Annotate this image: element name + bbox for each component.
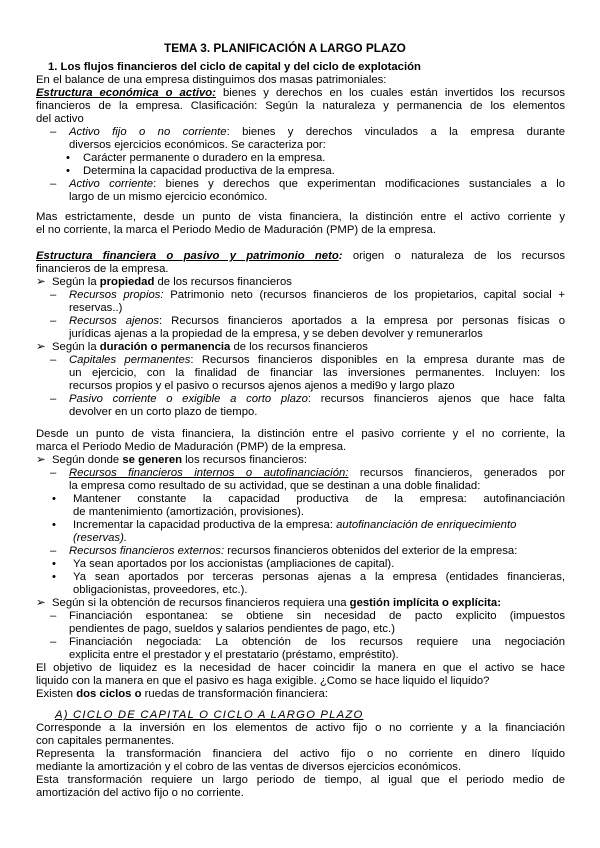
ciclo-capital-p3-line-1: Esta transformación requiere un largo periodo de tiempo, al igual que el periodo medio de — [36, 774, 565, 786]
bullet-marker: • — [52, 493, 56, 505]
negociada-line-2: explicita entre el prestador y el prestatario (préstamo, empréstito). — [69, 649, 399, 661]
dash-marker: – — [50, 636, 57, 648]
eco-line-1: Estructura económica o activo: bienes y derechos en los cuales están invertidos los recursos — [36, 87, 566, 99]
bullet-marker: • — [66, 165, 70, 177]
ciclo-capital-p1-line-1: Corresponde a la inversión en los elementos de activo fijo o no corriente y a la financiación — [36, 722, 565, 734]
capitales-permanentes-line-1: Capitales permanentes: Recursos financieros disponibles en la empresa durante mas de — [69, 354, 565, 366]
negociada-line-1: Financiación negociada: La obtención de los recursos requiere una negociación — [69, 636, 565, 648]
section-a-heading: A) CICLO DE CAPITAL O CICLO A LARGO PLAZO — [55, 709, 364, 721]
propiedad-line: Según la propiedad de los recursos financieros — [52, 276, 292, 288]
dash-marker: – — [50, 289, 57, 301]
caracteristica-1: Carácter permanente o duradero en la empresa. — [83, 152, 326, 164]
recursos-ajenos-line-1: Recursos ajenos: Recursos financieros aportados a la empresa por personas físicas o — [69, 315, 565, 327]
pmp1-line-1: Mas estrictamente, desde un punto de vista financiera, la distinción entre el activo corriente y — [36, 211, 565, 223]
recursos-propios-line-1: Recursos propios: Patrimonio neto (recursos financieros de los propietarios, capital social + — [69, 289, 566, 301]
generen-line: Según donde se generen los recursos financieros: — [52, 454, 307, 466]
recursos-ajenos-line-2: jurídicas ajenas a la propiedad de la empresa, y se deben devolver y remunerarlos — [69, 328, 483, 340]
fin-line-1: Estructura financiera o pasivo y patrimonio neto: origen o naturaleza de los recursos — [36, 250, 565, 262]
mantener-line-2: de mantenimiento (amortización, provisiones). — [73, 506, 305, 518]
fin-line-2: financieros de la empresa. — [36, 263, 169, 275]
ciclo-capital-p1-line-2: con capitales permanentes. — [36, 735, 175, 747]
intro-text: En el balance de una empresa distinguimos dos masas patrimoniales: — [36, 74, 387, 86]
dash-marker: – — [50, 393, 57, 405]
activo-fijo-line-2: diversos ejercicios económicos. Se caracteriza por: — [69, 139, 326, 151]
dash-marker: – — [50, 610, 57, 622]
pasivo-corriente-line-2: devolver en un corto plazo de tiempo. — [69, 406, 258, 418]
activo-fijo-line-1: Activo fijo o no corriente: bienes y derechos vinculados a la empresa durante — [69, 126, 565, 138]
page-title: TEMA 3. PLANIFICACIÓN A LARGO PLAZO — [164, 41, 406, 55]
bullet-marker: • — [66, 152, 70, 164]
capitales-permanentes-line-2: un ejercicio, con la finalidad de financiar las inversiones permanentes. Incluyen: los — [69, 367, 565, 379]
pasivo-corriente-line-1: Pasivo corriente o exigible a corto plazo: recursos financieros ajenos que hace falta — [69, 393, 565, 405]
accionistas-line: Ya sean aportados por los accionistas (ampliaciones de capital). — [73, 558, 395, 570]
incrementar-line-1: Incrementar la capacidad productiva de la empresa: autofinanciación de enriquecimiento — [73, 519, 517, 531]
externos-line: Recursos financieros externos: recursos financieros obtenidos del exterior de la empresa: — [69, 545, 518, 557]
ciclos-line: Existen dos ciclos o ruedas de transformación financiera: — [36, 688, 328, 700]
liquidez-line-1: El objetivo de liquidez es la necesidad de hacer coincidir la manera en que el activo se hace — [36, 662, 565, 674]
caracteristica-2: Determina la capacidad productiva de la empresa. — [83, 165, 335, 177]
dash-marker: – — [50, 126, 57, 138]
recursos-propios-line-2: reservas..) — [69, 302, 123, 314]
mantener-line-1: Mantener constante la capacidad productiva de la empresa: autofinanciación — [73, 493, 565, 505]
ciclo-capital-p2-line-2: mediante la amortización y el cobro de las ventas de diversos ejercicios económicos. — [36, 761, 462, 773]
pmp2-line-2: marca el Periodo Medio de Maduración (PMP) de la empresa. — [36, 441, 347, 453]
eco-line-3: del activo — [36, 113, 84, 125]
bullet-marker: • — [52, 519, 56, 531]
capitales-permanentes-line-3: recursos propios y el pasivo o recursos ajenos ajenos a medi9o y largo plazo — [69, 380, 455, 392]
incrementar-line-2: (reservas). — [73, 532, 127, 544]
fin-term: Estructura financiera o pasivo y patrimonio neto — [36, 250, 339, 262]
eco-term: Estructura económica o activo: — [36, 87, 216, 99]
liquidez-line-2: liquido con la manera en que el pasivo es haga exigible. ¿Como se hace liquido el liquido? — [36, 675, 490, 687]
dash-marker: – — [50, 354, 57, 366]
terceras-line-2: obligacionistas, proveedores, etc.). — [73, 584, 248, 596]
internos-line-2: la empresa como resultado de su actividad, que se destinan a una doble finalidad: — [69, 480, 481, 492]
activo-corriente-line-1: Activo corriente: bienes y derechos que experimentan modificaciones sustanciales a lo — [69, 178, 565, 190]
dash-marker: – — [50, 467, 57, 479]
internos-line-1: Recursos financieros internos o autofinanciación: recursos financieros, generados por — [69, 467, 565, 479]
espontanea-line-2: pendientes de pago, sueldos y salarios pendientes de pago, etc.) — [69, 623, 395, 635]
pmp1-line-2: el no corriente, la marca el Periodo Medio de Maduración (PMP) de la empresa. — [36, 224, 436, 236]
eco-line-2: financieros de la empresa. Clasificación: Según la naturaleza y permanencia de los elementos — [36, 100, 565, 112]
duracion-line: Según la duración o permanencia de los recursos financieros — [52, 341, 368, 353]
bullet-marker: • — [52, 558, 56, 570]
arrow-marker: ➢ — [36, 276, 46, 288]
dash-marker: – — [50, 178, 57, 190]
arrow-marker: ➢ — [36, 597, 46, 609]
dash-marker: – — [50, 545, 57, 557]
activo-corriente-line-2: largo de un mismo ejercicio económico. — [69, 191, 268, 203]
espontanea-line-1: Financiación espontanea: se obtiene sin necesidad de pacto explicito (impuestos — [69, 610, 565, 622]
arrow-marker: ➢ — [36, 454, 46, 466]
bullet-marker: • — [52, 571, 56, 583]
arrow-marker: ➢ — [36, 341, 46, 353]
obtencion-line: Según si la obtención de recursos financieros requiera una gestión implícita o explícita: — [52, 597, 501, 609]
dash-marker: – — [50, 315, 57, 327]
terceras-line-1: Ya sean aportados por terceras personas ajenas a la empresa (entidades financieras, — [73, 571, 565, 583]
ciclo-capital-p2-line-1: Representa la transformación financiera del activo fijo o no corriente en dinero líquido — [36, 748, 565, 760]
ciclo-capital-p3-line-2: amortización del activo fijo o no corriente. — [36, 787, 244, 799]
pmp2-line-1: Desde un punto de vista financiera, la distinción entre el pasivo corriente y el no corriente, la — [36, 428, 565, 440]
section-1-heading: 1. Los flujos financieros del ciclo de capital y del ciclo de explotación — [48, 61, 421, 73]
